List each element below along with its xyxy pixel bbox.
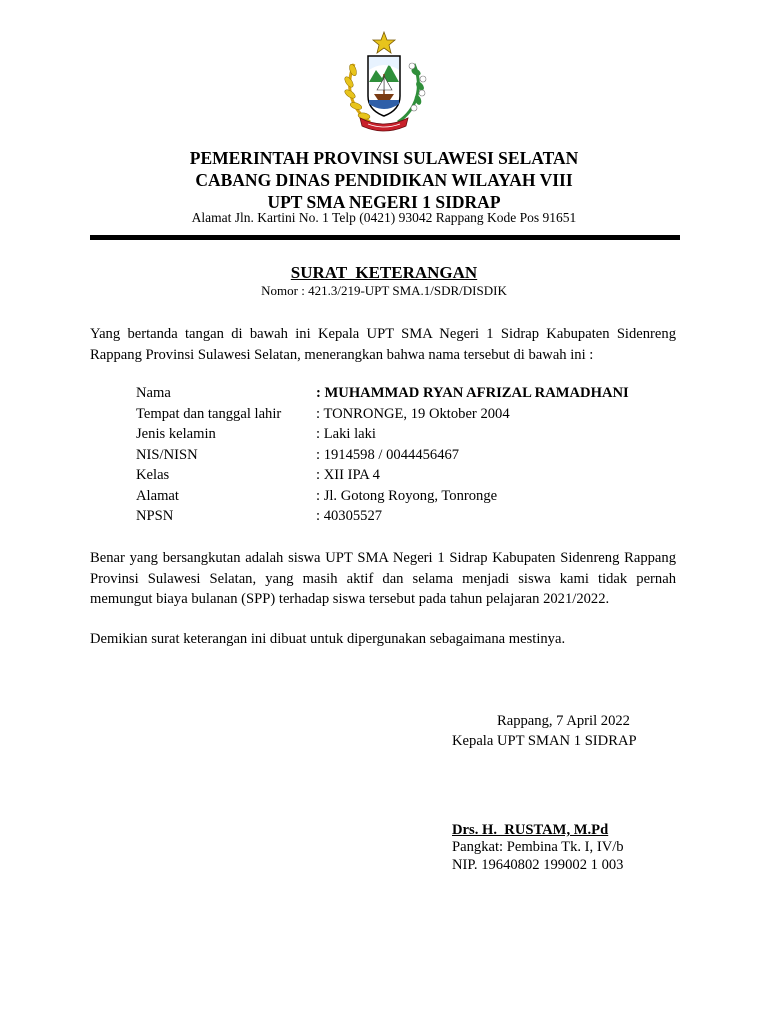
field-label-nama: Nama <box>136 385 171 401</box>
field-label-kelas: Kelas <box>136 467 170 483</box>
field-label-alamat: Alamat <box>136 488 179 504</box>
letterhead-divider <box>90 235 680 240</box>
field-value-nis: : 1914598 / 0044456467 <box>316 447 460 463</box>
letterhead-address: Alamat Jln. Kartini No. 1 Telp (0421) 93042 Rappang Kode Pos 91651 <box>191 210 577 225</box>
statement-paragraph: Benar yang bersangkutan adalah siswa UPT SMA Negeri 1 Sidrap Kabupaten Sidenreng Rappang Provinsi Sulawesi Selatan, yang masih aktif dan selama menjadi siswa kami tidak pernah memungut biaya bulanan (SPP) terhadap siswa tersebut pada tahun pelajaran 2021/2022. <box>90 550 676 608</box>
field-value-gender: : Laki laki <box>316 426 376 442</box>
field-value-birth: : TONRONGE, 19 Oktober 2004 <box>316 406 510 422</box>
field-label-npsn: NPSN <box>136 508 174 524</box>
field-label-gender: Jenis kelamin <box>136 426 216 442</box>
letterhead-office: CABANG DINAS PENDIDIKAN WILAYAH VIII <box>195 170 573 190</box>
letterhead-government: PEMERINTAH PROVINSI SULAWESI SELATAN <box>189 148 579 168</box>
letter-number: Nomor : 421.3/219-UPT SMA.1/SDR/DISDIK <box>261 283 507 298</box>
field-label-birth: Tempat dan tanggal lahir <box>136 406 282 422</box>
letterhead-school: UPT SMA NEGERI 1 SIDRAP <box>267 192 501 212</box>
intro-paragraph: Yang bertanda tangan di bawah ini Kepala UPT SMA Negeri 1 Sidrap Kabupaten Sidenreng Rappang Provinsi Sulawesi Selatan, menerangkan bahwa nama tersebut di bawah ini : <box>90 326 676 363</box>
signatory-name: Drs. H. RUSTAM, M.Pd <box>452 822 609 838</box>
signatory-nip: NIP. 19640802 199002 1 003 <box>452 857 624 873</box>
field-value-nama: : MUHAMMAD RYAN AFRIZAL RAMADHANI <box>316 385 629 401</box>
field-value-kelas: : XII IPA 4 <box>316 467 380 483</box>
field-value-npsn: : 40305527 <box>316 508 383 524</box>
signature-place-date: Rappang, 7 April 2022 <box>497 713 630 729</box>
closing-paragraph: Demikian surat keterangan ini dibuat untuk dipergunakan sebagaimana mestinya. <box>90 631 566 647</box>
signature-role: Kepala UPT SMAN 1 SIDRAP <box>452 733 637 749</box>
field-label-nis: NIS/NISN <box>136 447 198 463</box>
provincial-coat-of-arms-icon <box>334 30 434 134</box>
field-value-alamat: : Jl. Gotong Royong, Tonronge <box>316 488 498 504</box>
letter-title: SURAT KETERANGAN <box>290 263 478 282</box>
signatory-rank: Pangkat: Pembina Tk. I, IV/b <box>452 839 624 855</box>
